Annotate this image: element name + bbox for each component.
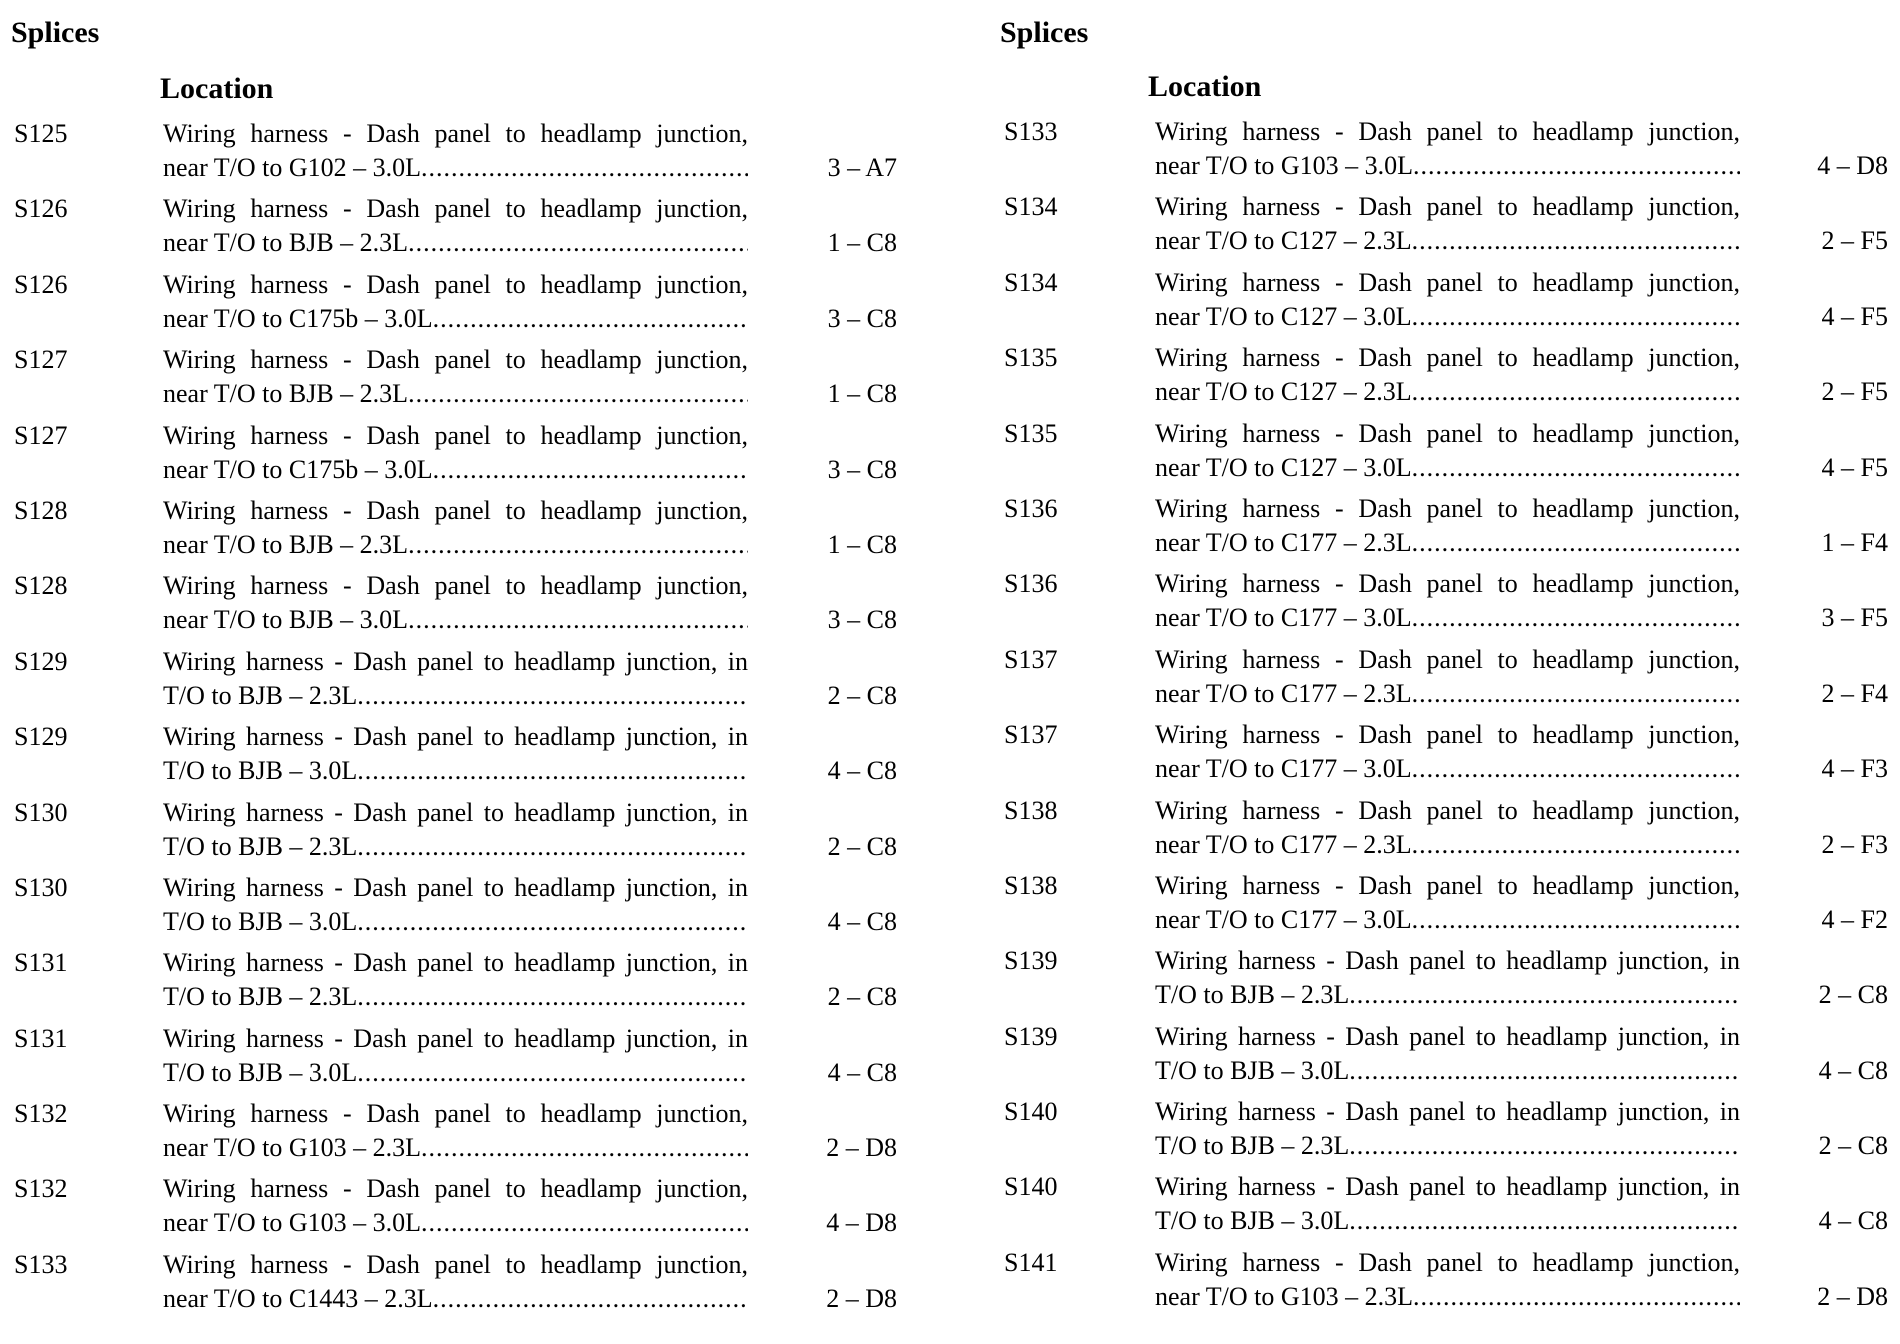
location-line-2 <box>1155 677 1740 711</box>
splice-entry <box>1000 944 1900 1019</box>
grid-reference: 2 – C8 <box>827 680 897 710</box>
splice-location <box>1155 643 1740 711</box>
location-line-2-text: near T/O to BJB – 2.3L <box>163 529 409 559</box>
location-line-1: Wiring harness - Dash panel to headlamp junction, <box>1155 192 1740 222</box>
splice-id: S138 <box>1004 795 1058 825</box>
splice-id: S125 <box>14 119 68 148</box>
location-line-1: Wiring harness - Dash panel to headlamp junction, <box>1155 1247 1740 1277</box>
splice-location <box>163 720 748 788</box>
location-line-2-text: T/O to BJB – 2.3L <box>1155 980 1350 1010</box>
splice-entry <box>0 192 945 267</box>
splice-location <box>163 645 748 713</box>
splice-location <box>1155 944 1740 1012</box>
location-line-2 <box>163 226 748 260</box>
splice-location <box>1155 115 1740 183</box>
splice-location <box>1155 794 1740 862</box>
splice-entry <box>1000 567 1900 642</box>
location-line-2 <box>163 377 748 411</box>
dot-leader <box>1413 149 1740 183</box>
dot-leader <box>1412 828 1740 862</box>
location-line-1: Wiring harness - Dash panel to headlamp junction, <box>1155 644 1740 674</box>
splice-id: S138 <box>1004 870 1058 900</box>
location-line-2-text: near T/O to C127 – 2.3L <box>1155 377 1412 407</box>
location-line-1: Wiring harness - Dash panel to headlamp junction, in <box>163 722 748 752</box>
location-line-1: Wiring harness - Dash panel to headlamp junction, <box>1155 720 1740 750</box>
splice-entry <box>0 343 945 418</box>
location-line-2 <box>1155 300 1740 334</box>
grid-reference: 2 – F5 <box>1821 377 1888 407</box>
location-line-2 <box>163 679 748 713</box>
splice-location <box>163 494 748 562</box>
location-line-2-text: T/O to BJB – 3.0L <box>163 906 358 936</box>
location-line-2-text: near T/O to C1443 – 2.3L <box>163 1283 433 1313</box>
location-line-2-text: T/O to BJB – 2.3L <box>163 831 358 861</box>
splice-entry <box>1000 190 1900 265</box>
splice-id: S132 <box>14 1174 68 1204</box>
location-line-2-text: near T/O to G103 – 3.0L <box>1155 151 1414 180</box>
dot-leader <box>1412 451 1740 485</box>
location-line-2-text: near T/O to C177 – 2.3L <box>1155 678 1412 708</box>
grid-reference: 3 – C8 <box>827 605 897 635</box>
location-line-2 <box>1155 1204 1740 1238</box>
location-line-2-text: near T/O to C127 – 2.3L <box>1155 226 1412 256</box>
splice-id: S141 <box>1004 1247 1058 1277</box>
location-line-2-text: T/O to BJB – 3.0L <box>163 1057 358 1087</box>
dot-leader <box>1349 1054 1740 1088</box>
splice-location <box>163 1248 748 1316</box>
splice-id: S132 <box>14 1099 68 1129</box>
location-line-1: Wiring harness - Dash panel to headlamp junction, <box>1155 493 1740 523</box>
grid-reference: 2 – D8 <box>1817 1281 1888 1311</box>
splice-id: S135 <box>1004 418 1058 448</box>
splice-entry <box>1000 492 1900 567</box>
dot-leader <box>408 377 748 411</box>
location-line-1: Wiring harness - Dash panel to headlamp junction, <box>163 345 748 375</box>
splice-location <box>1155 1020 1740 1088</box>
splice-location <box>163 1022 748 1090</box>
location-line-2 <box>1155 224 1740 258</box>
location-line-2 <box>1155 149 1740 183</box>
grid-reference: 2 – C8 <box>1818 1131 1888 1161</box>
location-line-2-text: T/O to BJB – 2.3L <box>1155 1131 1350 1161</box>
location-line-2 <box>163 980 748 1014</box>
splice-id: S140 <box>1004 1172 1058 1202</box>
splice-id: S126 <box>14 194 68 224</box>
dot-leader <box>1349 1129 1740 1163</box>
dot-leader <box>357 905 748 939</box>
location-line-2-text: near T/O to G103 – 2.3L <box>1155 1281 1414 1311</box>
location-line-1: Wiring harness - Dash panel to headlamp junction, in <box>163 797 748 827</box>
splice-id: S128 <box>14 495 68 525</box>
location-line-1: Wiring harness - Dash panel to headlamp junction, <box>1155 117 1740 146</box>
splice-id: S133 <box>14 1249 68 1279</box>
splice-entry <box>0 268 945 343</box>
dot-leader <box>433 1282 748 1316</box>
dot-leader <box>1412 224 1740 258</box>
splice-id: S127 <box>14 420 68 450</box>
splice-location <box>163 117 748 185</box>
splice-id: S130 <box>14 797 68 827</box>
location-line-2 <box>163 302 748 336</box>
location-line-1: Wiring harness - Dash panel to headlamp junction, in <box>163 948 748 978</box>
dot-leader <box>408 528 748 562</box>
location-line-2 <box>1155 903 1740 937</box>
dot-leader <box>433 453 748 487</box>
dot-leader <box>421 1131 748 1165</box>
grid-reference: 1 – F4 <box>1821 527 1888 557</box>
splice-location <box>1155 492 1740 560</box>
location-line-1: Wiring harness - Dash panel to headlamp junction, <box>163 194 748 224</box>
grid-reference: 2 – F5 <box>1821 226 1888 256</box>
splice-entry <box>1000 266 1900 341</box>
grid-reference: 2 – F4 <box>1821 678 1888 708</box>
grid-reference: 1 – C8 <box>827 228 897 258</box>
grid-reference: 4 – C8 <box>827 906 897 936</box>
splice-entry <box>1000 643 1900 718</box>
splice-entry <box>0 1172 945 1247</box>
dot-leader <box>1412 526 1740 560</box>
dot-leader <box>1412 300 1740 334</box>
location-line-2-text: near T/O to C177 – 2.3L <box>1155 527 1412 557</box>
dot-leader <box>357 1056 748 1090</box>
location-line-1: Wiring harness - Dash panel to headlamp junction, <box>163 571 748 601</box>
splice-location <box>163 796 748 864</box>
location-line-1: Wiring harness - Dash panel to headlamp junction, <box>163 495 748 525</box>
location-line-2 <box>163 528 748 562</box>
splice-entry <box>1000 115 1900 190</box>
grid-reference: 4 – C8 <box>827 756 897 786</box>
location-line-1: Wiring harness - Dash panel to headlamp junction, <box>1155 870 1740 900</box>
location-line-1: Wiring harness - Dash panel to headlamp junction, <box>1155 418 1740 448</box>
location-line-2-text: T/O to BJB – 2.3L <box>163 982 358 1012</box>
location-line-1: Wiring harness - Dash panel to headlamp junction, <box>163 269 748 299</box>
splice-id: S139 <box>1004 1021 1058 1051</box>
location-line-2 <box>163 151 748 185</box>
left-splice-list <box>0 117 945 1323</box>
location-line-2-text: near T/O to G103 – 2.3L <box>163 1133 422 1163</box>
location-line-2 <box>163 905 748 939</box>
splice-id: S126 <box>14 269 68 299</box>
location-line-1: Wiring harness - Dash panel to headlamp junction, in <box>163 646 748 676</box>
grid-reference: 4 – D8 <box>1817 151 1888 180</box>
splice-entry <box>0 569 945 644</box>
dot-leader <box>1412 601 1740 635</box>
location-line-2-text: near T/O to BJB – 3.0L <box>163 605 409 635</box>
dot-leader <box>408 603 748 637</box>
location-line-2-text: T/O to BJB – 3.0L <box>1155 1055 1350 1085</box>
splice-entry <box>1000 1246 1900 1321</box>
location-line-1: Wiring harness - Dash panel to headlamp junction, in <box>1155 1021 1740 1051</box>
splice-location <box>163 871 748 939</box>
location-line-1: Wiring harness - Dash panel to headlamp junction, <box>163 1249 748 1279</box>
splice-location <box>1155 341 1740 409</box>
dot-leader <box>1349 978 1740 1012</box>
dot-leader <box>421 1206 748 1240</box>
grid-reference: 1 – C8 <box>827 529 897 559</box>
location-line-2 <box>1155 978 1740 1012</box>
location-line-1: Wiring harness - Dash panel to headlamp junction, in <box>163 872 748 902</box>
splice-location <box>1155 869 1740 937</box>
splice-id: S128 <box>14 571 68 601</box>
location-line-2-text: near T/O to C177 – 3.0L <box>1155 754 1412 784</box>
splice-id: S136 <box>1004 569 1058 599</box>
grid-reference: 4 – F2 <box>1821 904 1888 934</box>
splice-entry <box>0 419 945 494</box>
splice-location <box>1155 718 1740 786</box>
right-section-title: Splices <box>1000 16 1089 49</box>
splice-id: S135 <box>1004 343 1058 373</box>
location-line-2-text: near T/O to C177 – 3.0L <box>1155 603 1412 633</box>
left-section-title: Splices <box>11 16 100 49</box>
location-line-2 <box>163 830 748 864</box>
location-line-2-text: near T/O to BJB – 2.3L <box>163 379 409 409</box>
location-line-1: Wiring harness - Dash panel to headlamp junction, in <box>1155 946 1740 976</box>
location-line-2 <box>1155 828 1740 862</box>
splice-entry <box>0 796 945 871</box>
splice-location <box>1155 1170 1740 1238</box>
location-line-1: Wiring harness - Dash panel to headlamp junction, <box>1155 569 1740 599</box>
right-splice-list <box>1000 115 1900 1321</box>
dot-leader <box>357 830 748 864</box>
location-line-2 <box>163 1282 748 1316</box>
location-line-1: Wiring harness - Dash panel to headlamp junction, <box>163 420 748 450</box>
location-line-1: Wiring harness - Dash panel to headlamp junction, <box>163 119 748 148</box>
location-line-2 <box>163 1131 748 1165</box>
splice-entry <box>1000 341 1900 416</box>
location-line-2 <box>163 603 748 637</box>
dot-leader <box>1412 375 1740 409</box>
grid-reference: 3 – F5 <box>1821 603 1888 633</box>
left-location-header: Location <box>160 72 274 105</box>
grid-reference: 2 – D8 <box>826 1133 897 1163</box>
splice-entry <box>0 871 945 946</box>
splice-location <box>1155 1246 1740 1314</box>
location-line-2 <box>163 1056 748 1090</box>
dot-leader <box>1413 1280 1740 1314</box>
splice-entry <box>0 117 945 192</box>
location-line-2 <box>1155 601 1740 635</box>
splice-entry <box>0 645 945 720</box>
location-line-2-text: T/O to BJB – 3.0L <box>1155 1206 1350 1236</box>
location-line-2-text: near T/O to BJB – 2.3L <box>163 228 409 258</box>
splice-entry <box>1000 1170 1900 1245</box>
location-line-1: Wiring harness - Dash panel to headlamp junction, <box>163 1174 748 1204</box>
location-line-2 <box>163 453 748 487</box>
dot-leader <box>1349 1204 1740 1238</box>
splice-location <box>163 1172 748 1240</box>
splice-id: S134 <box>1004 267 1058 297</box>
grid-reference: 2 – C8 <box>827 831 897 861</box>
splice-id: S139 <box>1004 946 1058 976</box>
dot-leader <box>421 151 748 185</box>
dot-leader <box>357 754 748 788</box>
grid-reference: 2 – C8 <box>1818 980 1888 1010</box>
right-location-header: Location <box>1148 70 1262 103</box>
location-line-2-text: near T/O to C177 – 2.3L <box>1155 829 1412 859</box>
grid-reference: 4 – C8 <box>1818 1206 1888 1236</box>
location-line-2 <box>1155 1280 1740 1314</box>
splice-entry <box>0 720 945 795</box>
dot-leader <box>433 302 748 336</box>
splice-id: S133 <box>1004 117 1058 146</box>
location-line-1: Wiring harness - Dash panel to headlamp junction, in <box>1155 1097 1740 1127</box>
location-line-1: Wiring harness - Dash panel to headlamp junction, <box>1155 795 1740 825</box>
location-line-2 <box>1155 451 1740 485</box>
splice-location <box>163 1097 748 1165</box>
splice-entry <box>1000 794 1900 869</box>
location-line-1: Wiring harness - Dash panel to headlamp junction, in <box>1155 1172 1740 1202</box>
splice-location <box>163 946 748 1014</box>
dot-leader <box>1412 903 1740 937</box>
location-line-2 <box>163 1206 748 1240</box>
location-line-2-text: near T/O to G102 – 3.0L <box>163 153 422 182</box>
dot-leader <box>1412 677 1740 711</box>
splice-entry <box>1000 1020 1900 1095</box>
grid-reference: 4 – F3 <box>1821 754 1888 784</box>
grid-reference: 4 – D8 <box>826 1208 897 1238</box>
location-line-2 <box>1155 526 1740 560</box>
location-line-1: Wiring harness - Dash panel to headlamp junction, <box>1155 267 1740 297</box>
splice-location <box>163 343 748 411</box>
dot-leader <box>357 980 748 1014</box>
splice-location <box>1155 567 1740 635</box>
splice-id: S131 <box>14 1023 68 1053</box>
location-line-2-text: T/O to BJB – 2.3L <box>163 680 358 710</box>
location-line-2 <box>163 754 748 788</box>
splice-id: S130 <box>14 872 68 902</box>
left-column <box>0 0 945 1344</box>
splice-entry <box>1000 1095 1900 1170</box>
splice-entry <box>1000 869 1900 944</box>
splice-location <box>163 419 748 487</box>
splice-entry <box>1000 718 1900 793</box>
location-line-2 <box>1155 1129 1740 1163</box>
splice-entry <box>0 494 945 569</box>
splice-id: S127 <box>14 345 68 375</box>
location-line-1: Wiring harness - Dash panel to headlamp junction, in <box>163 1023 748 1053</box>
location-line-2-text: near T/O to C175b – 3.0L <box>163 454 433 484</box>
splice-entry <box>0 1248 945 1323</box>
grid-reference: 2 – D8 <box>826 1283 897 1313</box>
dot-leader <box>1412 752 1740 786</box>
grid-reference: 1 – C8 <box>827 379 897 409</box>
splice-entry <box>0 946 945 1021</box>
grid-reference: 2 – C8 <box>827 982 897 1012</box>
dot-leader <box>408 226 748 260</box>
splice-id: S140 <box>1004 1097 1058 1127</box>
location-line-2-text: near T/O to C127 – 3.0L <box>1155 452 1412 482</box>
splice-id: S136 <box>1004 493 1058 523</box>
location-line-2 <box>1155 1054 1740 1088</box>
grid-reference: 2 – F3 <box>1821 829 1888 859</box>
splice-id: S137 <box>1004 644 1058 674</box>
splice-entry <box>0 1097 945 1172</box>
splice-id: S134 <box>1004 192 1058 222</box>
dot-leader <box>357 679 748 713</box>
location-line-2-text: T/O to BJB – 3.0L <box>163 756 358 786</box>
grid-reference: 4 – C8 <box>827 1057 897 1087</box>
grid-reference: 4 – F5 <box>1821 301 1888 331</box>
splice-location <box>163 569 748 637</box>
location-line-1: Wiring harness - Dash panel to headlamp junction, <box>163 1099 748 1129</box>
location-line-2-text: near T/O to C127 – 3.0L <box>1155 301 1412 331</box>
splice-location <box>163 192 748 260</box>
splice-id: S129 <box>14 722 68 752</box>
splice-location <box>1155 266 1740 334</box>
right-column <box>1000 0 1900 1344</box>
splice-entry <box>0 1022 945 1097</box>
grid-reference: 3 – A7 <box>827 153 897 182</box>
location-line-2-text: near T/O to G103 – 3.0L <box>163 1208 422 1238</box>
splice-location <box>1155 417 1740 485</box>
splice-location <box>1155 190 1740 258</box>
splice-id: S129 <box>14 646 68 676</box>
location-line-2 <box>1155 375 1740 409</box>
grid-reference: 3 – C8 <box>827 303 897 333</box>
location-line-2-text: near T/O to C175b – 3.0L <box>163 303 433 333</box>
location-line-2 <box>1155 752 1740 786</box>
grid-reference: 3 – C8 <box>827 454 897 484</box>
splice-entry <box>1000 417 1900 492</box>
splice-location <box>1155 1095 1740 1163</box>
grid-reference: 4 – F5 <box>1821 452 1888 482</box>
splice-id: S137 <box>1004 720 1058 750</box>
location-line-2-text: near T/O to C177 – 3.0L <box>1155 904 1412 934</box>
splice-id: S131 <box>14 948 68 978</box>
splice-location <box>163 268 748 336</box>
location-line-1: Wiring harness - Dash panel to headlamp junction, <box>1155 343 1740 373</box>
grid-reference: 4 – C8 <box>1818 1055 1888 1085</box>
